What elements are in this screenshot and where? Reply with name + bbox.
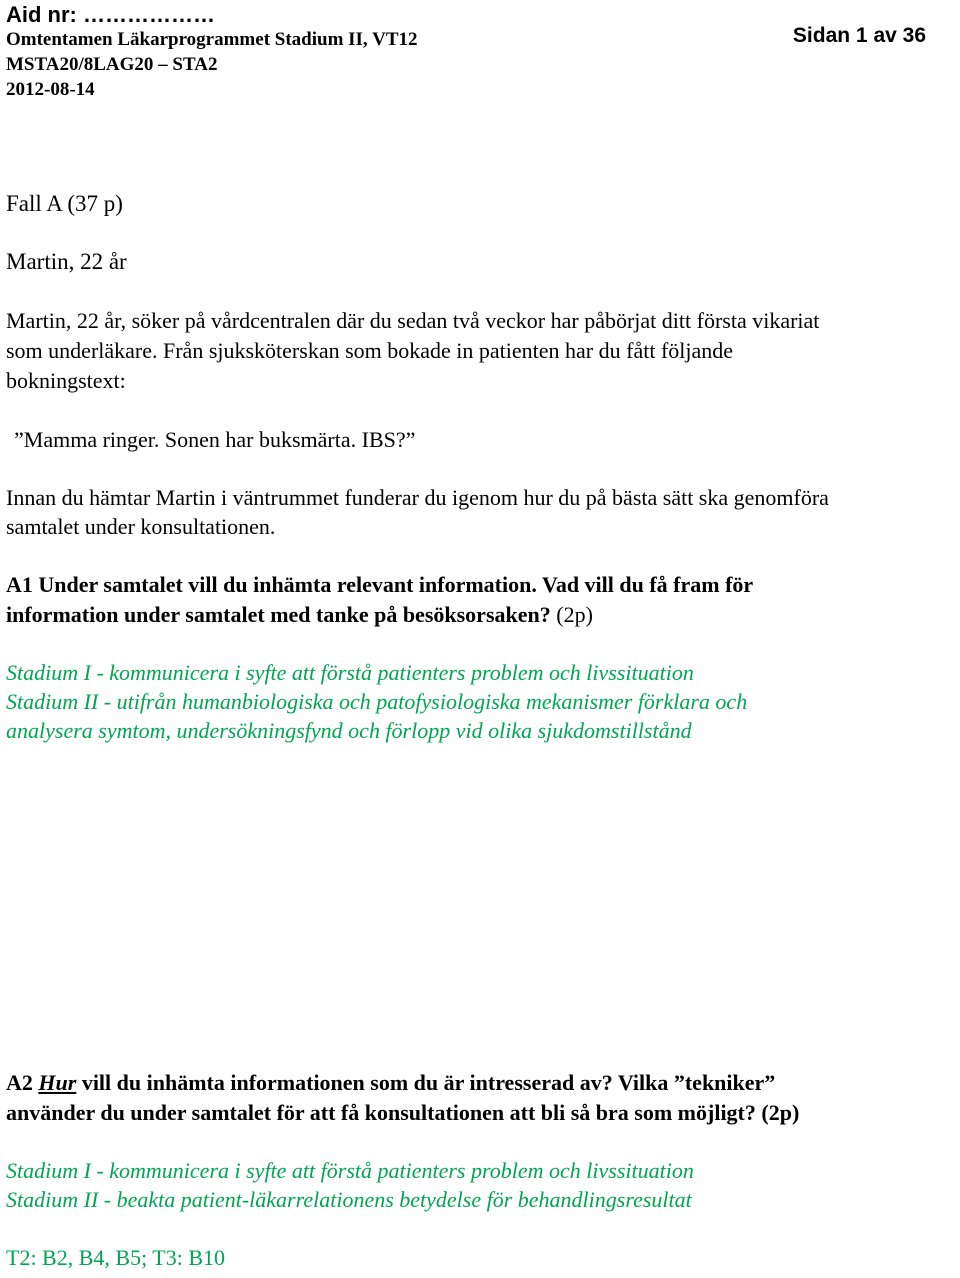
question-a2-hur: Hur xyxy=(38,1070,77,1095)
a2-codes: T2: B2, B4, B5; T3: B10 xyxy=(6,1245,226,1270)
patient-heading: Martin, 22 år xyxy=(6,249,127,274)
booking-quote: ”Mamma ringer. Sonen har buksmärta. IBS?” xyxy=(14,427,416,452)
case-intro-line-1: Martin, 22 år, söker på vårdcentralen där du sedan två veckor har påbörjat ditt första vikariat xyxy=(6,308,820,333)
case-intro-line-2: som underläkare. Från sjuksköterskan som bokade in patienten har du fått följande xyxy=(6,338,734,363)
question-a2-line-1 xyxy=(6,1068,775,1098)
question-a1-line-1: A1 Under samtalet vill du inhämta relevant information. Vad vill du få fram för xyxy=(6,572,754,597)
a2-goal-stage-2: Stadium II - beakta patient-läkarrelationens betydelse för behandlingsresultat xyxy=(6,1187,692,1212)
question-a2-line-1-rest: vill du inhämta informationen som du är intresserad av? Vilka ”tekniker” xyxy=(76,1070,776,1095)
a1-goal-stage-1: Stadium I - kommunicera i syfte att förstå patienters problem och livssituation xyxy=(6,660,694,685)
prep-line-1: Innan du hämtar Martin i väntrummet funderar du igenom hur du på bästa sätt ska genomföra xyxy=(6,485,829,510)
a1-goal-stage-2-line-1: Stadium II - utifrån humanbiologiska och patofysiologiska mekanismer förklara och xyxy=(6,689,748,714)
page-number: Sidan 1 av 36 xyxy=(792,24,926,47)
a1-goal-stage-2-line-2: analysera symtom, undersökningsfynd och förlopp vid olika sjukdomstillstånd xyxy=(6,718,692,743)
question-a2-prefix: A2 xyxy=(6,1070,39,1095)
aid-number-label: Aid nr: ……………… xyxy=(6,2,215,27)
prep-line-2: samtalet under konsultationen. xyxy=(6,514,276,539)
a2-goal-stage-1: Stadium I - kommunicera i syfte att förstå patienters problem och livssituation xyxy=(6,1158,694,1183)
case-intro-line-3: bokningstext: xyxy=(6,368,126,393)
question-a2-line-2: använder du under samtalet för att få konsultationen att bli så bra som möjligt? (2p) xyxy=(6,1100,800,1125)
question-a1-text: information under samtalet med tanke på besöksorsaken? xyxy=(6,602,551,627)
question-a1-line-2 xyxy=(6,600,593,630)
case-title: Fall A (37 p) xyxy=(6,191,123,216)
course-code: MSTA20/8LAG20 – STA2 xyxy=(6,54,218,75)
exam-title: Omtentamen Läkarprogrammet Stadium II, VT12 xyxy=(6,29,418,50)
exam-date: 2012-08-14 xyxy=(6,79,95,100)
question-a1-points: (2p) xyxy=(550,602,593,627)
